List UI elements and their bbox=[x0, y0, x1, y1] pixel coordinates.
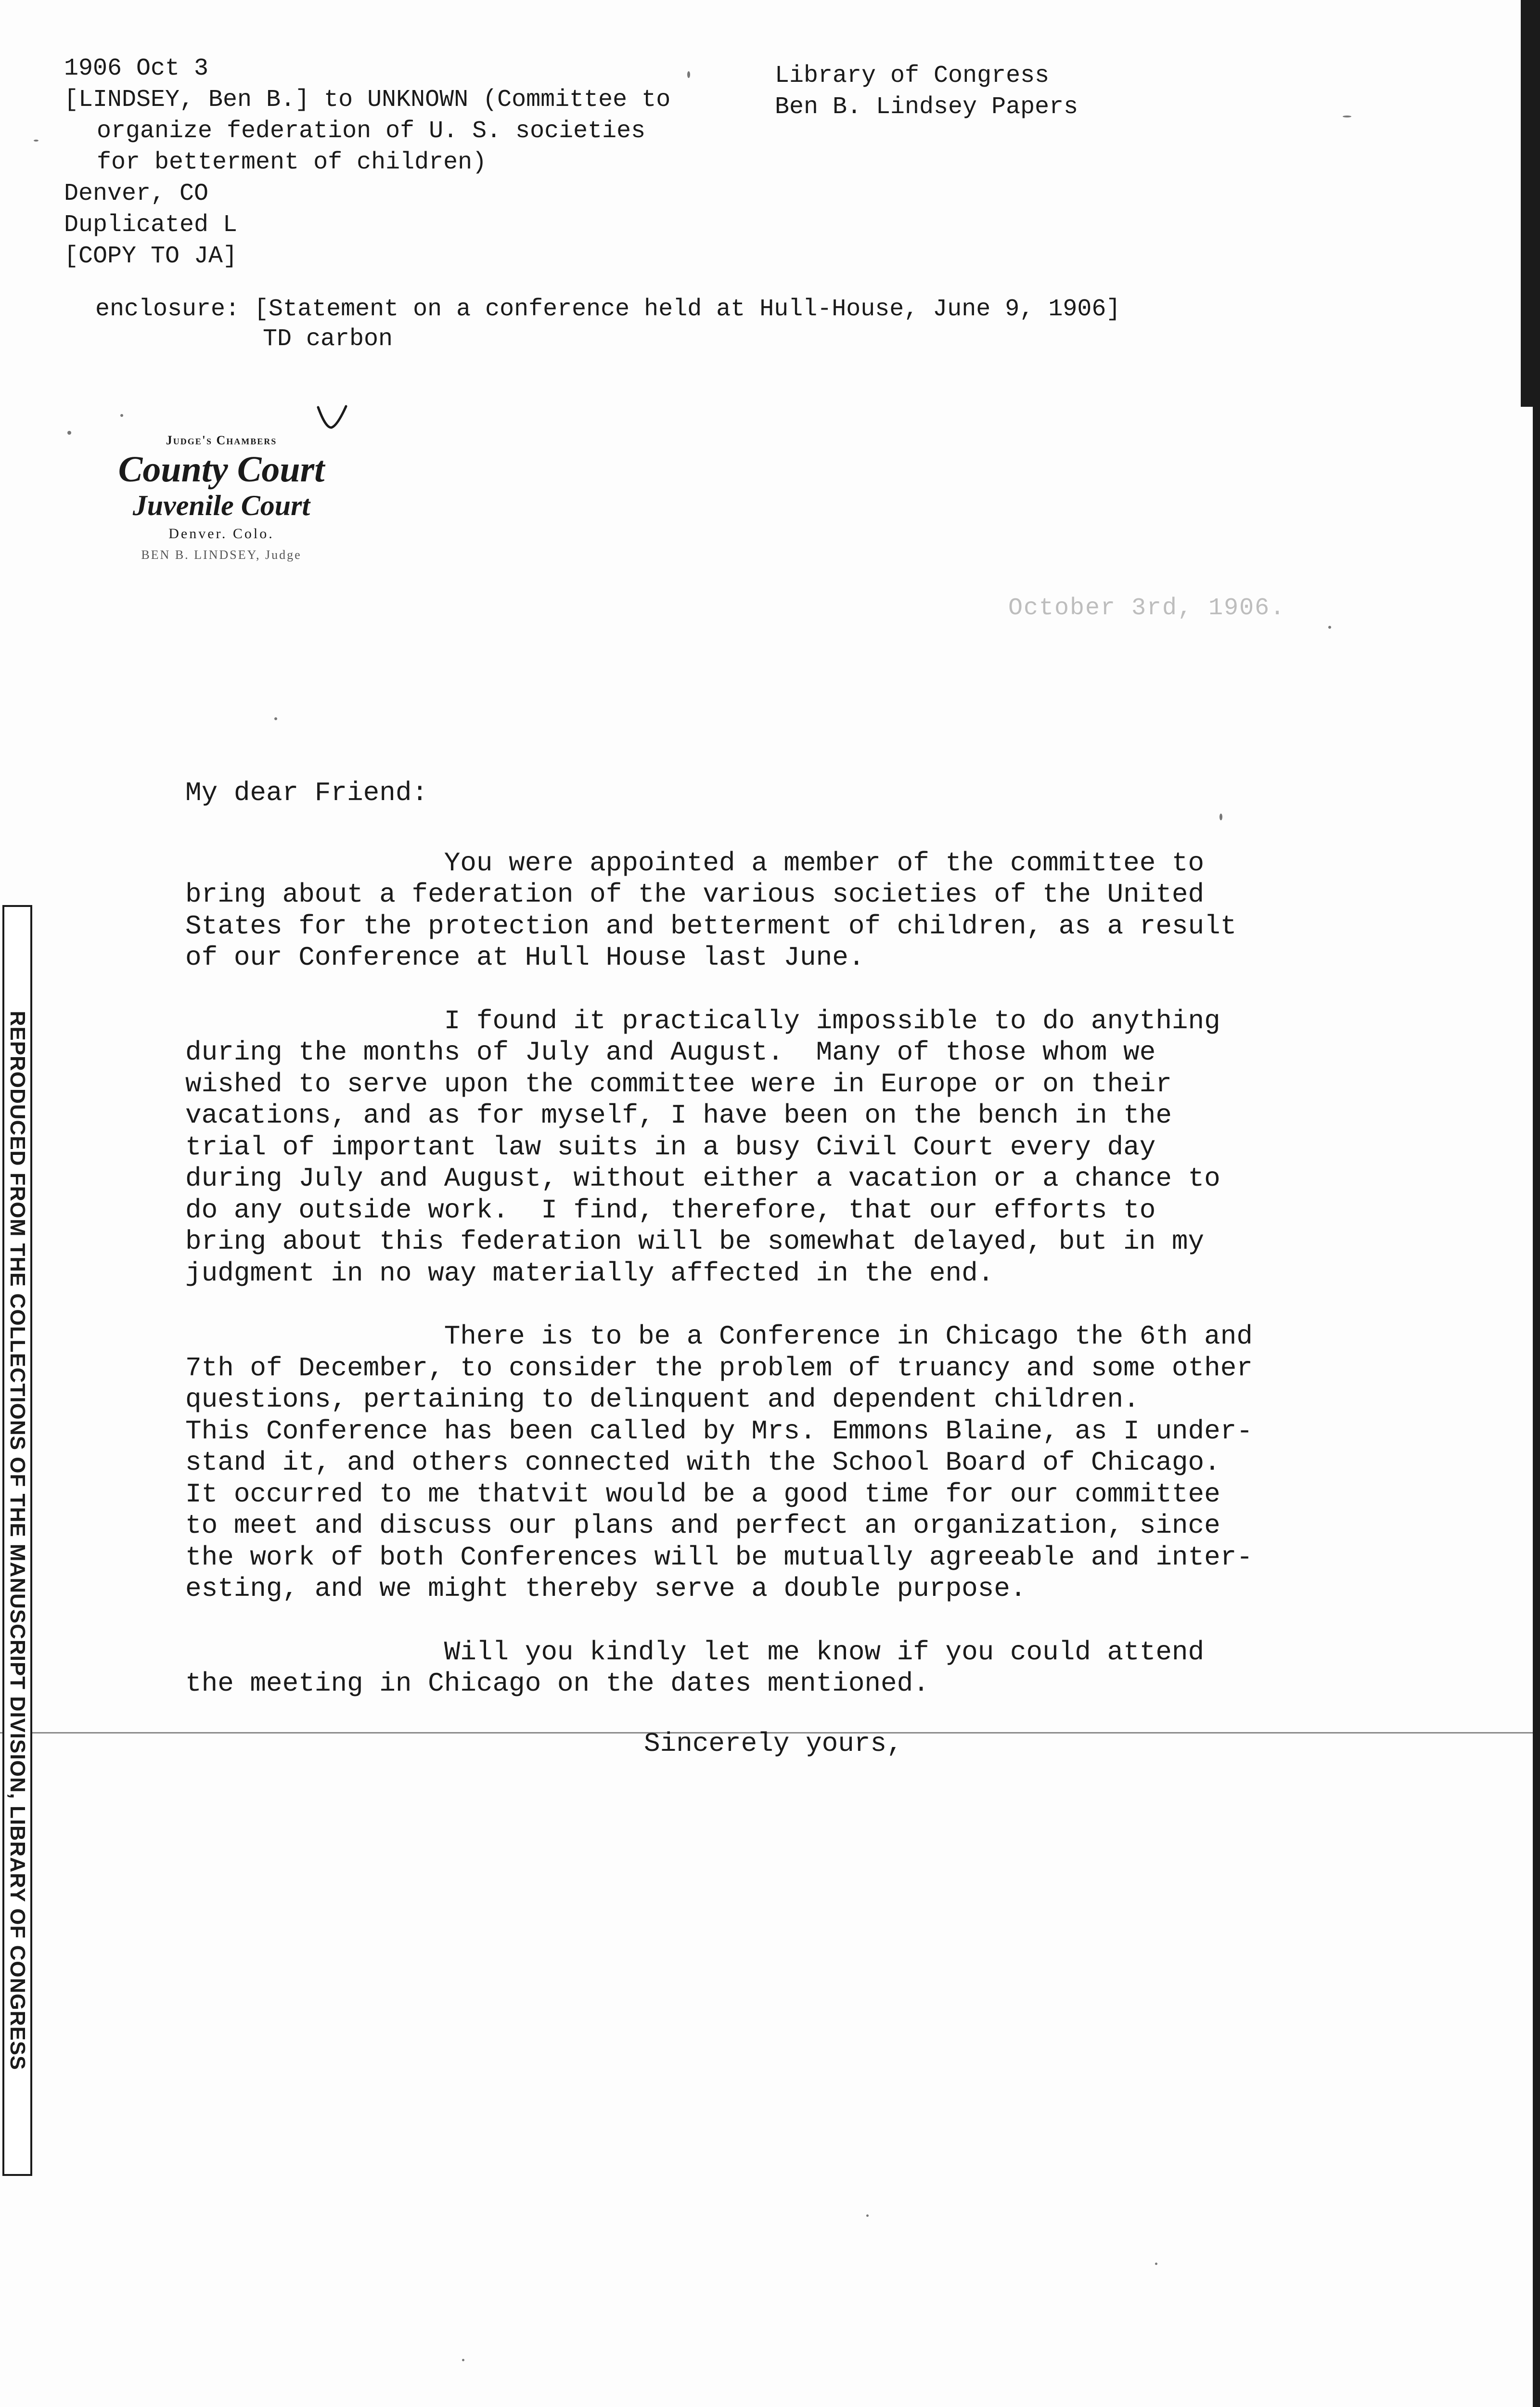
text-line: vacations, and as for myself, I have been on the bench in the bbox=[185, 1100, 1172, 1131]
text-line: the work of both Conferences will be mutually agreeable and inter- bbox=[185, 1541, 1253, 1573]
library-stamp-text: REPRODUCED FROM THE COLLECTIONS OF THE MANUSCRIPT DIVISION, LIBRARY OF CONGRESS bbox=[6, 1010, 29, 2071]
archive-institution: Library of Congress bbox=[775, 62, 1050, 90]
text-line: during the months of July and August. Many of those whom we bbox=[185, 1037, 1156, 1068]
letterhead-juvenile-court: Juvenile Court bbox=[132, 490, 310, 521]
catalog-title-cont: for betterment of children) bbox=[97, 149, 487, 176]
enclosure-format: TD carbon bbox=[263, 325, 393, 353]
text-line: to meet and discuss our plans and perfect an organization, since bbox=[185, 1510, 1220, 1541]
catalog-title-cont: organize federation of U. S. societies bbox=[97, 117, 646, 145]
text-line: the meeting in Chicago on the dates mentioned. bbox=[185, 1668, 929, 1699]
text-line: bring about a federation of the various societies of the United bbox=[185, 879, 1205, 910]
catalog-copy-note: [COPY TO JA] bbox=[64, 243, 238, 270]
catalog-title: [LINDSEY, Ben B.] to UNKNOWN (Committee to bbox=[64, 86, 671, 114]
text-line: There is to be a Conference in Chicago the 6th and bbox=[185, 1321, 1253, 1352]
text-line: do any outside work. I find, therefore, that our efforts to bbox=[185, 1194, 1156, 1226]
scan-speck bbox=[462, 2359, 464, 2361]
scan-speck bbox=[274, 717, 277, 720]
letterhead-court: County Court bbox=[118, 449, 325, 490]
letterhead-judge: BEN B. LINDSEY, Judge bbox=[141, 548, 302, 562]
check-mark-icon bbox=[315, 403, 349, 432]
letterhead-city: Denver. Colo. bbox=[168, 526, 274, 542]
letter-body bbox=[185, 777, 1412, 1732]
library-stamp bbox=[2, 905, 32, 2176]
text-line: bring about this federation will be somewhat delayed, but in my bbox=[185, 1226, 1205, 1257]
scan-speck bbox=[1155, 2263, 1157, 2265]
paragraph bbox=[185, 1321, 1412, 1605]
catalog-date: 1906 Oct 3 bbox=[64, 55, 209, 82]
paragraph bbox=[185, 848, 1412, 974]
text-line: States for the protection and betterment of children, as a result bbox=[185, 910, 1237, 942]
text-line: judgment in no way materially affected in the end. bbox=[185, 1257, 994, 1289]
salutation: My dear Friend: bbox=[185, 777, 428, 808]
enclosure-note bbox=[95, 295, 1120, 354]
archive-label bbox=[775, 60, 1078, 123]
scan-speck bbox=[687, 71, 690, 78]
text-line: 7th of December, to consider the problem of truancy and some other bbox=[185, 1352, 1253, 1384]
text-line: stand it, and others connected with the School Board of Chicago. bbox=[185, 1447, 1220, 1478]
text-line: trial of important law suits in a busy Civil Court every day bbox=[185, 1131, 1156, 1163]
enclosure-description: enclosure: [Statement on a conference held at Hull-House, June 9, 1906] bbox=[95, 296, 1121, 323]
text-line: esting, and we might thereby serve a double purpose. bbox=[185, 1573, 1027, 1604]
letter-date: October 3rd, 1906. bbox=[1008, 595, 1286, 622]
text-line: of our Conference at Hull House last June. bbox=[185, 942, 865, 973]
scan-speck bbox=[67, 431, 71, 435]
scan-edge-right-top bbox=[1521, 0, 1540, 407]
scan-speck bbox=[34, 140, 38, 142]
text-line: It occurred to me thatvit would be a good time for our committee bbox=[185, 1478, 1220, 1510]
scan-speck bbox=[120, 414, 123, 417]
text-line: I found it practically impossible to do anything bbox=[185, 1005, 1220, 1036]
letterhead bbox=[72, 433, 371, 562]
text-line: during July and August, without either a vacation or a chance to bbox=[185, 1163, 1220, 1194]
text-line: This Conference has been called by Mrs. Emmons Blaine, as I under- bbox=[185, 1415, 1253, 1447]
text-line: You were appointed a member of the committee to bbox=[185, 847, 1205, 879]
text-line: wished to serve upon the committee were in Europe or on their bbox=[185, 1068, 1172, 1100]
catalog-place: Denver, CO bbox=[64, 180, 209, 207]
paragraph bbox=[185, 1637, 1412, 1700]
catalog-format: Duplicated L bbox=[64, 211, 238, 239]
scan-speck bbox=[1343, 116, 1351, 117]
letterhead-chambers: Judge's Chambers bbox=[166, 433, 277, 447]
catalog-entry bbox=[64, 53, 747, 272]
archive-collection: Ben B. Lindsey Papers bbox=[775, 93, 1078, 121]
scan-speck bbox=[1328, 626, 1331, 629]
scan-speck bbox=[866, 2214, 869, 2217]
closing: Sincerely yours, bbox=[644, 1728, 903, 1759]
paragraph bbox=[185, 1006, 1412, 1290]
scan-speck bbox=[1219, 814, 1222, 820]
text-line: Will you kindly let me know if you could attend bbox=[185, 1636, 1205, 1668]
text-line: questions, pertaining to delinquent and dependent children. bbox=[185, 1384, 1140, 1415]
